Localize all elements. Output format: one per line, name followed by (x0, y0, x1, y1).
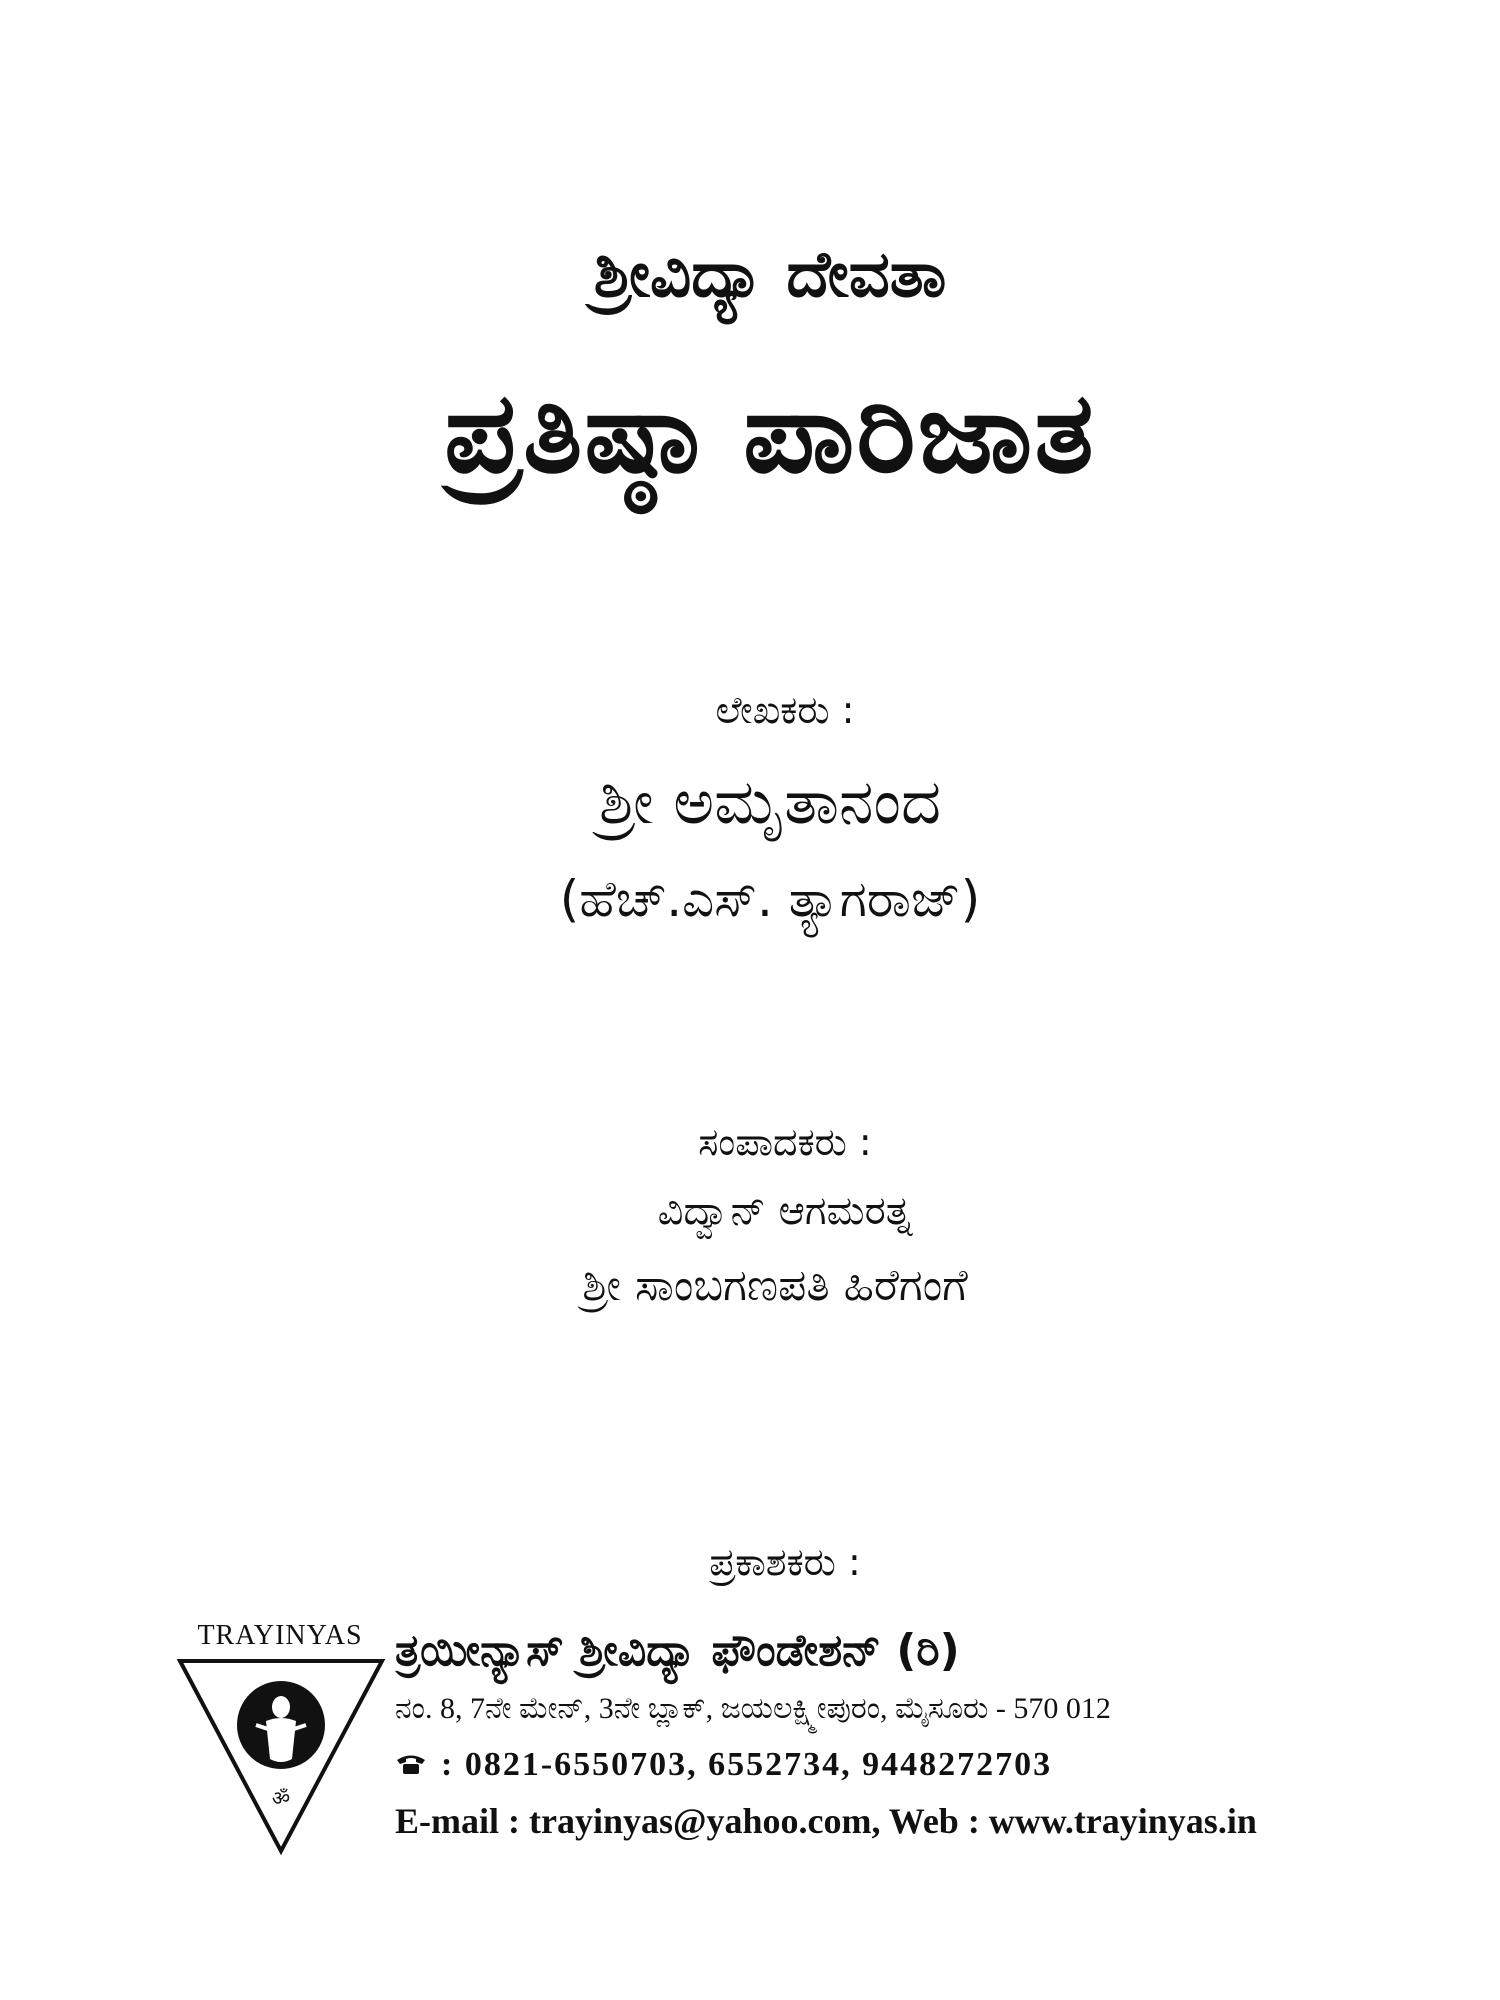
publisher-phone: : 0821-6550703, 6552734, 9448272703 (441, 1746, 1053, 1783)
publisher-logo-text: TRAYINYAS (197, 1620, 363, 1651)
author-name: ಶ್ರೀ ಅಮೃತಾನಂದ (598, 765, 942, 838)
editor-label: ಸಂಪಾದಕರು : (698, 1120, 872, 1164)
telephone-icon (395, 1746, 427, 1784)
editor-title: ವಿದ್ವಾನ್ ಆಗಮರತ್ನ (657, 1188, 913, 1234)
publisher-contact: E-mail : trayinyas@yahoo.com, Web : www.trayinyas.in (395, 1801, 1257, 1841)
editor-name: ಶ್ರೀ ಸಾಂಬಗಣಪತಿ ಹಿರೆಗಂಗೆ (582, 1260, 968, 1311)
author-alt-name: (ಹೆಚ್.ಎಸ್. ತ್ಯಾಗರಾಜ್) (559, 870, 981, 928)
book-title: ಪ್ರತಿಷ್ಠಾ ಪಾರಿಜಾತ (444, 368, 1096, 498)
publisher-phone-line (395, 1746, 1052, 1784)
svg-text:ॐ: ॐ (271, 1786, 291, 1810)
author-label: ಲೇಖಕರು : (715, 688, 855, 732)
publisher-logo-icon (176, 1655, 386, 1855)
book-subtitle: ಶ್ರೀವಿದ್ಯಾ ದೇವತಾ (593, 238, 947, 312)
publisher-label: ಪ್ರಕಾಶಕರು : (709, 1540, 861, 1584)
publisher-address: ನಂ. 8, 7ನೇ ಮೇನ್, 3ನೇ ಬ್ಲಾಕ್, ಜಯಲಕ್ಷ್ಮೀಪುರಂ, ಮೈಸೂರು - 570 012 (395, 1692, 1111, 1725)
publisher-name: ತ್ರಯೀನ್ಯಾಸ್ ಶ್ರೀವಿದ್ಯಾ ಫೌಂಡೇಶನ್ (ರಿ) (395, 1625, 960, 1676)
